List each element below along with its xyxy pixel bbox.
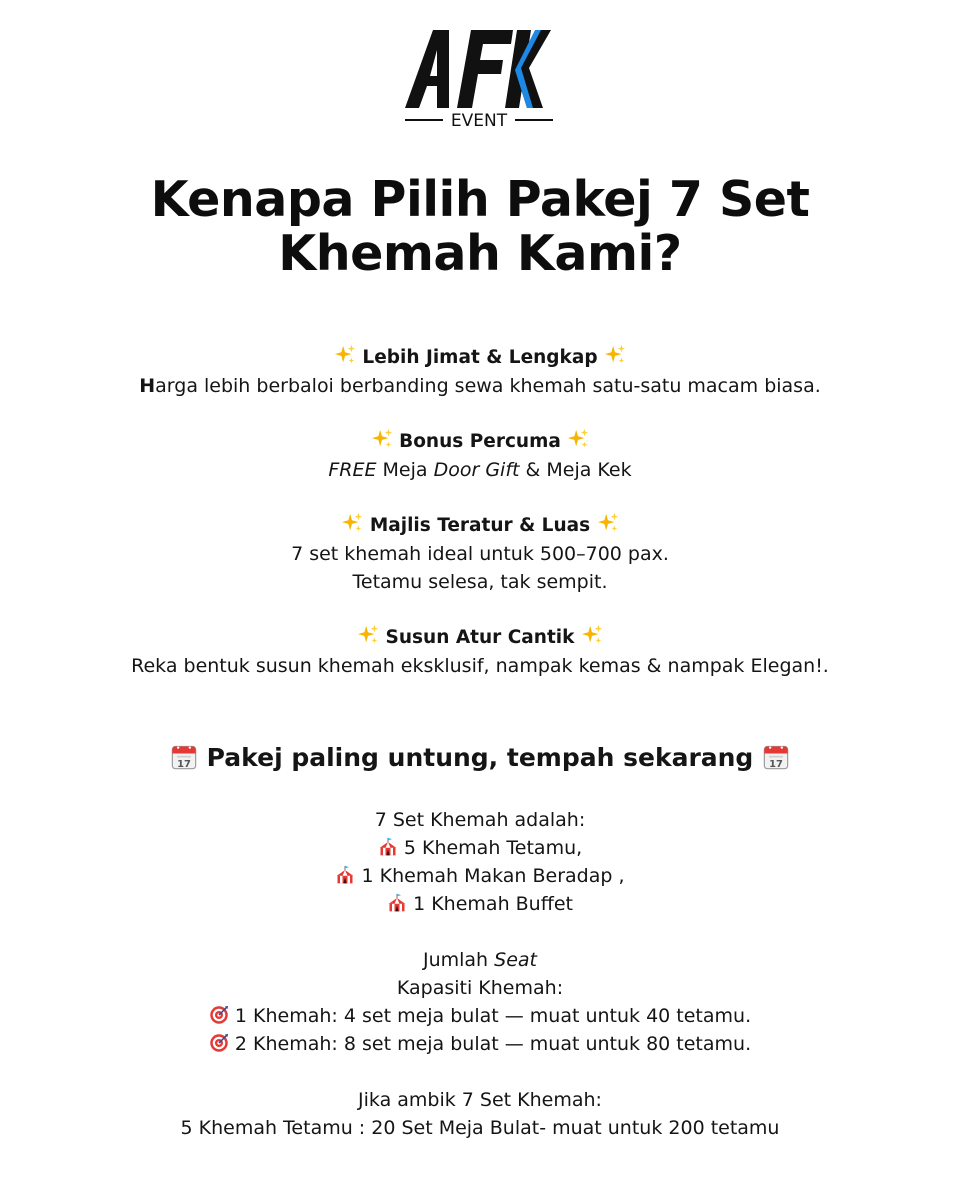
logo-subtext: EVENT <box>450 111 508 128</box>
feature-2-desc <box>0 456 960 484</box>
summary-line: 5 Khemah Tetamu : 20 Set Meja Bulat- muat untuk 200 tetamu <box>180 1117 780 1139</box>
feature-1-desc <box>0 372 960 400</box>
sparkle-icon <box>597 512 619 534</box>
calendar-icon <box>762 743 790 771</box>
promo-heading-text: Pakej paling untung, tempah sekarang <box>206 743 754 772</box>
feature-4-heading-text: Susun Atur Cantik <box>385 627 575 648</box>
feature-4-heading <box>0 624 960 652</box>
feature-1-desc-lead: H <box>139 375 156 397</box>
seat-label <box>0 946 960 974</box>
feature-1-desc-text: arga lebih berbaloi berbanding sewa khemah satu-satu macam biasa. <box>155 375 821 397</box>
page-title-line-1: Kenapa Pilih Pakej 7 Set <box>150 171 810 228</box>
capacity-item-1-text: 1 Khemah: 4 set meja bulat — muat untuk 40 tetamu. <box>234 1005 752 1027</box>
sparkle-icon <box>341 512 363 534</box>
afk-event-logo <box>403 28 555 128</box>
calendar-icon <box>170 743 198 771</box>
feature-3-heading <box>0 512 960 540</box>
sparkle-icon <box>581 624 603 646</box>
package-item-3 <box>0 890 960 918</box>
sparkle-icon <box>567 428 589 450</box>
circus-tent-icon <box>335 865 355 885</box>
feature-1-heading <box>0 344 960 372</box>
target-icon <box>209 1005 229 1025</box>
feature-2-desc-free: FREE <box>328 459 377 481</box>
capacity-item-2-text: 2 Khemah: 8 set meja bulat — muat untuk 80 tetamu. <box>234 1033 752 1055</box>
capacity-label: Kapasiti Khemah: <box>396 977 564 999</box>
package-item-1-text: 5 Khemah Tetamu, <box>403 837 583 859</box>
promo-heading <box>0 741 960 775</box>
package-intro: 7 Set Khemah adalah: <box>374 809 586 831</box>
sparkle-icon <box>371 428 393 450</box>
circus-tent-icon <box>378 837 398 857</box>
feature-3-heading-text: Majlis Teratur & Luas <box>369 515 591 536</box>
feature-2-heading-text: Bonus Percuma <box>399 431 561 452</box>
summary-intro: Jika ambik 7 Set Khemah: <box>358 1089 602 1111</box>
seat-label-em: Seat <box>494 949 537 971</box>
sparkle-icon <box>604 344 626 366</box>
package-item-2-text: 1 Khemah Makan Beradap , <box>361 865 625 887</box>
circus-tent-icon <box>387 893 407 913</box>
package-item-1 <box>0 834 960 862</box>
target-icon <box>209 1033 229 1053</box>
sparkle-icon <box>334 344 356 366</box>
feature-3-desc-line-2: Tetamu selesa, tak sempit. <box>352 571 608 593</box>
feature-3-desc-line-1: 7 set khemah ideal untuk 500–700 pax. <box>291 543 669 565</box>
package-item-2 <box>0 862 960 890</box>
feature-2-heading <box>0 428 960 456</box>
capacity-item-1 <box>0 1002 960 1030</box>
capacity-item-2 <box>0 1030 960 1058</box>
seat-label-plain: Jumlah <box>422 949 495 971</box>
feature-4-desc: Reka bentuk susun khemah eksklusif, nampak kemas & nampak Elegan!. <box>131 655 829 677</box>
sparkle-icon <box>357 624 379 646</box>
feature-2-desc-part-2: Meja <box>376 459 434 481</box>
package-item-3-text: 1 Khemah Buffet <box>413 893 573 915</box>
feature-2-desc-part-4: & Meja Kek <box>519 459 632 481</box>
feature-1-heading-text: Lebih Jimat & Lengkap <box>362 347 598 368</box>
feature-2-desc-door-gift: Door Gift <box>433 459 520 481</box>
page-title-line-2: Khemah Kami? <box>278 225 682 282</box>
